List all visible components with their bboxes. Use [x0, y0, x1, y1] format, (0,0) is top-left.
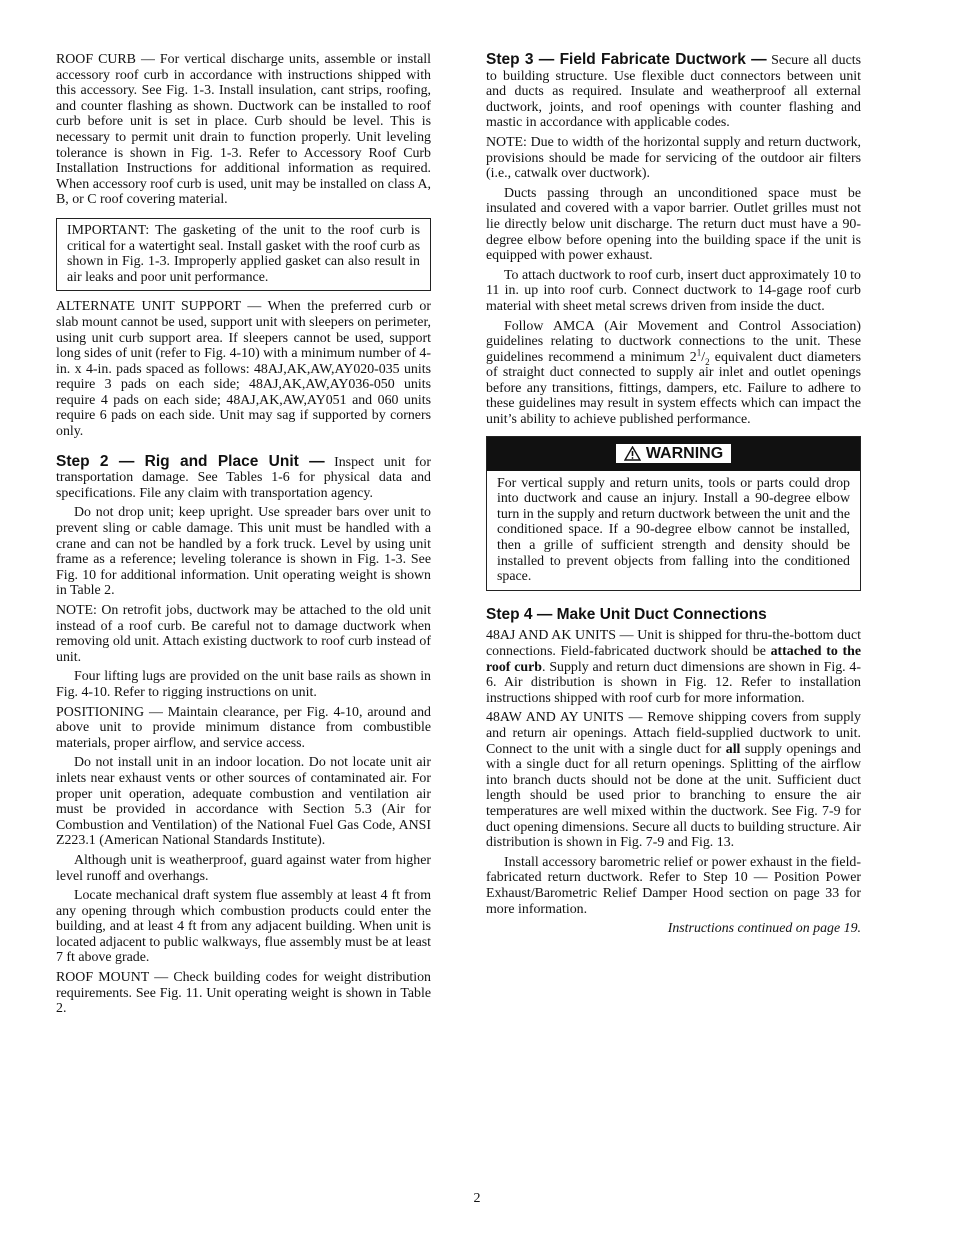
step3-heading: Step 3 — Field Fabricate Ductwork — — [486, 51, 767, 68]
indoor-paragraph: Do not install unit in an indoor location. Do not locate unit air inlets near exhaust vents or other sources of contaminated air. For proper unit operation, adequate combustion and ventilation air must be provided in accordance with Section 5.3 (Air for Combustion and Ventilation) of the National Fuel Gas Code, ANSI Z223.1 (American National Standards Institute). — [56, 755, 431, 849]
ducts-passing-paragraph: Ducts passing through an unconditioned space must be insulated and covered with a vapor barrier. Outlet grilles must not lie directly below unit discharge. The return duct must have a 90-degree elbow before opening into the building space if the unit is equipped with power exhaust. — [486, 185, 861, 264]
roof-mount-paragraph: ROOF MOUNT — Check building codes for weight distribution requirements. See Fig. 11. Unit operating weight is shown in Table 2. — [56, 970, 431, 1017]
warning-box — [486, 436, 861, 591]
warning-label — [616, 444, 731, 464]
roof-curb-paragraph: ROOF CURB — For vertical discharge units, assemble or install accessory roof curb in accordance with instructions shipped with this accessory. See Fig. 1-3. Install insulation, cant strips, roofing, and counter flashing as shown. Ductwork can be installed to roof curb before unit is set in place. Curb should be level. This is necessary to permit unit drain to function properly. Unit leveling tolerance is shown in Fig. 1-3. Refer to Accessory Roof Curb Installation Instructions for additional information as required. When accessory roof curb is used, unit may be installed on class A, B, or C roof covering material. — [56, 52, 431, 208]
positioning-paragraph: POSITIONING — Maintain clearance, per Fig. 4-10, around and above unit to provide minimum distance from combustible materials, proper airflow, and service access. — [56, 704, 431, 751]
warning-header-bar — [487, 437, 860, 471]
step3-text: Secure all ducts to building structure. Use flexible duct connectors between unit and ducts as required. Insulate and weatherproof all external ductwork, joints, and roof openings with counter flashing and mastic in accordance with applicable codes. — [486, 53, 861, 131]
warning-label-text: WARNING — [645, 444, 724, 462]
fraction-denominator: 2 — [705, 356, 710, 367]
width-note: NOTE: Due to width of the horizontal supply and return ductwork, provisions should be made for servicing of the outdoor air filters (i.e., catwalk over ductwork). — [486, 134, 861, 182]
flue-paragraph: Locate mechanical draft system flue assembly at least 4 ft from any opening through which combustion products could enter the building, and at least 4 ft from any adjacent building. When unit is located adjacent to public walkways, flue assembly must be at least 7 ft above grade. — [56, 888, 431, 966]
retrofit-note: NOTE: On retrofit jobs, ductwork may be attached to the old unit instead of a roof curb. Be careful not to damage ductwork when removing old unit. Attach existing ductwork to roof curb instead of unit. — [56, 603, 431, 665]
aw-ay-text-start: 48AW AND AY UNITS — Remove shipping covers from supply and return air openings. Attach field-supplied ductwork to unit. Connect to the unit with a single duct for — [486, 710, 861, 757]
lifting-lugs-paragraph: Four lifting lugs are provided on the unit base rails as shown in Fig. 4-10. Refer to rigging instructions on unit. — [56, 669, 431, 700]
fraction-numerator: 1 — [696, 347, 702, 358]
aw-ay-bold-text: all — [725, 741, 741, 757]
step3-paragraph — [486, 52, 861, 131]
attach-ductwork-paragraph: To attach ductwork to roof curb, insert duct approximately 10 to 11 in. up into roof curb. Connect ductwork to 14-gage roof curb material with sheet metal screws driven from inside the duct. — [486, 267, 861, 314]
page-number: 2 — [473, 1191, 481, 1206]
step4-heading: Step 4 — Make Unit Duct Connections — [486, 605, 767, 623]
aw-ay-units-paragraph — [486, 710, 861, 850]
fraction-slash: / — [701, 349, 706, 365]
continued-note: Instructions continued on page 19. — [667, 921, 861, 937]
aw-ay-text-end: supply openings and with a single duct for all return openings. Splitting of the airflow into branch ducts should not be done at the unit. Sufficient duct length should be used prior to branching to ensure the air temperatures are well mixed within the ductwork. See Fig. 7-9 for duct opening dimensions. Secure all ducts to building structure. Air distribution is shown in Fig. 7-9 and Fig. 13. — [486, 741, 861, 851]
amca-text-end: equivalent duct diameters of straight duct connected to supply air inlet and outlet openings before any transitions, fittings, dampers, etc. Failure to adhere to these guidelines may result in system effects which can impact the unit’s ability to achieve published performance. — [486, 349, 862, 428]
important-note-text: IMPORTANT: The gasketing of the unit to the roof curb is critical for a watertight seal. Install gasket with the roof curb as shown in Fig. 1-3. Improperly applied gasket can also result in air leaks and poor unit performance. — [67, 222, 420, 285]
alternate-support-paragraph: ALTERNATE UNIT SUPPORT — When the preferred curb or slab mount cannot be used, support unit with sleepers on perimeter, using unit curb support area. If sleepers cannot be used, support long sides of unit (refer to Fig. 4-10) with a minimum number of 4-in. x 4-in. pads spaced as follows: 48AJ,AK,AW,AY020-035 units require 3 pads on each side; 48AJ,AK,AW,AY036-050 units require 4 pads on each side; 48AJ,AK,AW,AY051 and 060 units require 6 pads on each side. Unit may sag if supported by corners only. — [56, 299, 431, 440]
step2-heading: Step 2 — Rig and Place Unit — — [56, 452, 325, 470]
warning-body — [487, 471, 860, 590]
step2-text: Inspect unit for transportation damage. See Tables 1-6 for physical data and specifications. File any claim with transportation agency. — [56, 454, 432, 501]
step2-paragraph — [56, 454, 431, 502]
amca-text-start: Follow AMCA (Air Movement and Control Association) guidelines relating to ductwork connections to the unit. These guidelines recommend a minimum 2 — [486, 318, 861, 365]
aj-ak-units-paragraph — [486, 628, 861, 706]
amca-paragraph — [486, 319, 861, 428]
left-column — [56, 52, 431, 1021]
aj-ak-text-end: . Supply and return duct dimensions are shown in Fig. 4-6. Air distribution is shown in Fig. 12. Refer to installation instructions shipped with roof curb for more information. — [486, 659, 862, 706]
right-column — [486, 52, 861, 941]
aj-ak-text-start: 48AJ AND AK UNITS — Unit is shipped for thru-the-bottom duct connections. Field-fabricated ductwork should be — [486, 628, 861, 659]
aj-ak-bold-text: attached to the roof curb — [486, 644, 861, 675]
important-note-box — [56, 218, 431, 291]
barometric-paragraph: Install accessory barometric relief or power exhaust in the field-fabricated return ductwork. Refer to Step 10 — Position Power Exhaust/Barometric Relief Damper Hood section on page 33 for more information. — [486, 854, 861, 917]
weatherproof-paragraph: Although unit is weatherproof, guard against water from higher level runoff and overhangs. — [56, 852, 431, 884]
warning-text: For vertical supply and return units, tools or parts could drop into ductwork and cause an injury. Install a 90-degree elbow turn in the supply and return ductwork between the unit and the conditioned space. If a 90-degree elbow cannot be installed, then a grille of sufficient strength and density should be installed to prevent objects from falling into the conditioned space. — [497, 475, 850, 585]
warning-triangle-icon — [624, 446, 641, 461]
do-not-drop-paragraph: Do not drop unit; keep upright. Use spreader bars over unit to prevent sling or cable damage. This unit must be handled with a crane and can not be handled by a fork truck. Level by using unit frame as a reference; leveling tolerance is shown in Fig. 1-3. See Fig. 10 for additional information. Unit operating weight is shown in Table 2. — [56, 505, 431, 599]
